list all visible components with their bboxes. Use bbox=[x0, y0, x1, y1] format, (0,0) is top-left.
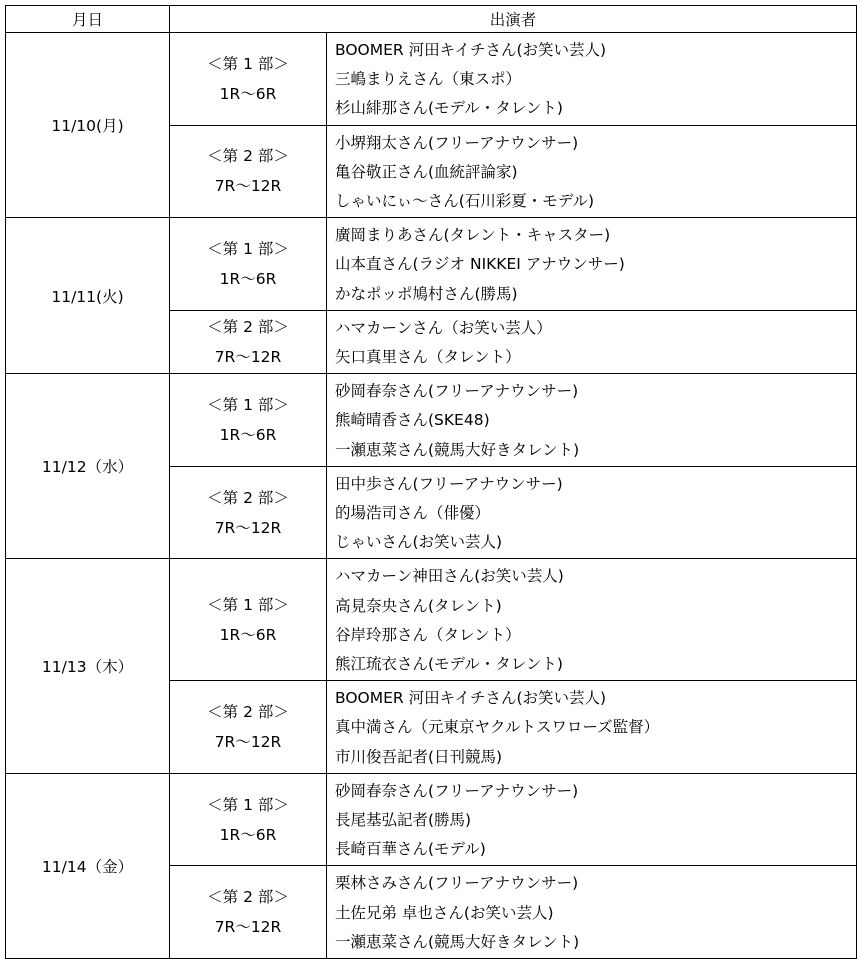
performer-name: 三嶋まりえさん（東スポ） bbox=[335, 70, 522, 89]
performers-cell bbox=[327, 773, 857, 866]
session-races-label: 7R〜12R bbox=[214, 918, 282, 937]
session-races-label: 7R〜12R bbox=[214, 518, 282, 537]
date-column-header: 月日 bbox=[6, 6, 170, 33]
performers-cell bbox=[327, 33, 857, 126]
session-row bbox=[6, 374, 857, 467]
session-part-label: ＜第 1 部＞ bbox=[207, 795, 289, 814]
performer-name: 熊江琉衣さん(モデル・タレント) bbox=[335, 655, 563, 674]
performers-cell bbox=[327, 310, 857, 373]
performer-name: 一瀬恵菜さん(競馬大好きタレント) bbox=[335, 440, 580, 459]
performer-name: 亀谷敬正さん(血統評論家) bbox=[335, 162, 518, 181]
performer-name: 田中歩さん(フリーアナウンサー) bbox=[335, 474, 563, 493]
performer-name: BOOMER 河田キイチさん(お笑い芸人) bbox=[335, 689, 607, 708]
session-races-label: 1R〜6R bbox=[219, 625, 277, 644]
performers-cell bbox=[327, 559, 857, 681]
performer-name: 長崎百華さん(モデル) bbox=[335, 840, 486, 859]
session-row bbox=[6, 773, 857, 866]
session-cell bbox=[170, 559, 327, 681]
performer-name: 山本直さん(ラジオ NIKKEI アナウンサー) bbox=[335, 255, 625, 274]
session-part-label: ＜第 2 部＞ bbox=[207, 888, 289, 907]
session-part-label: ＜第 1 部＞ bbox=[207, 396, 289, 415]
session-part-label: ＜第 1 部＞ bbox=[207, 54, 289, 73]
session-cell bbox=[170, 681, 327, 774]
session-cell bbox=[170, 310, 327, 373]
session-races-label: 1R〜6R bbox=[219, 426, 277, 445]
session-part-label: ＜第 2 部＞ bbox=[207, 488, 289, 507]
session-races-label: 7R〜12R bbox=[214, 348, 282, 367]
session-part-label: ＜第 2 部＞ bbox=[207, 318, 289, 337]
session-cell bbox=[170, 218, 327, 311]
performer-name: ハマカーン神田さん(お笑い芸人) bbox=[335, 567, 564, 586]
performer-name: 一瀬恵菜さん(競馬大好きタレント) bbox=[335, 932, 580, 951]
session-part-label: ＜第 1 部＞ bbox=[207, 240, 289, 259]
date-cell: 11/12（水） bbox=[6, 374, 170, 559]
session-cell bbox=[170, 466, 327, 559]
session-cell bbox=[170, 374, 327, 467]
performer-name: ハマカーンさん（お笑い芸人） bbox=[335, 318, 552, 337]
session-cell bbox=[170, 125, 327, 218]
performer-name: 廣岡まりあさん(タレント・キャスター) bbox=[335, 226, 611, 245]
performer-name: 市川俊吾記者(日刊競馬) bbox=[335, 747, 503, 766]
session-cell bbox=[170, 33, 327, 126]
performer-name: 谷岸玲那さん（タレント） bbox=[335, 625, 521, 644]
performer-name: 矢口真里さん（タレント） bbox=[335, 348, 521, 367]
performer-name: じゃいさん(お笑い芸人) bbox=[335, 533, 503, 552]
date-cell: 11/11(火) bbox=[6, 218, 170, 374]
performer-name: 真中満さん（元東京ヤクルトスワローズ監督） bbox=[335, 718, 660, 737]
session-races-label: 7R〜12R bbox=[214, 733, 282, 752]
date-cell: 11/10(月) bbox=[6, 33, 170, 218]
performer-name: 杉山緋那さん(モデル・タレント) bbox=[335, 99, 563, 118]
performer-name: しゃいにぃ〜さん(石川彩夏・モデル) bbox=[335, 192, 595, 211]
performers-cell bbox=[327, 218, 857, 311]
date-cell: 11/13（木） bbox=[6, 559, 170, 773]
performer-name: 小堺翔太さん(フリーアナウンサー) bbox=[335, 133, 579, 152]
performer-name: 的場浩司さん（俳優） bbox=[335, 504, 491, 523]
performer-name: 高見奈央さん(タレント) bbox=[335, 596, 502, 615]
performer-name: 土佐兄弟 卓也さん(お笑い芸人) bbox=[335, 903, 554, 922]
session-races-label: 1R〜6R bbox=[219, 825, 277, 844]
schedule-table bbox=[5, 5, 857, 959]
performer-name: 砂岡春奈さん(フリーアナウンサー) bbox=[335, 382, 579, 401]
session-races-label: 7R〜12R bbox=[214, 177, 282, 196]
performer-name: BOOMER 河田キイチさん(お笑い芸人) bbox=[335, 41, 607, 59]
session-row bbox=[6, 33, 857, 126]
date-cell: 11/14（金） bbox=[6, 773, 170, 958]
performers-cell bbox=[327, 374, 857, 467]
performers-cell bbox=[327, 866, 857, 959]
header-row bbox=[6, 6, 857, 33]
performer-name: 長尾基弘記者(勝馬) bbox=[335, 811, 472, 830]
performers-cell bbox=[327, 125, 857, 218]
performer-name: 砂岡春奈さん(フリーアナウンサー) bbox=[335, 781, 579, 800]
performers-cell bbox=[327, 466, 857, 559]
performer-name: 熊崎晴香さん(SKE48) bbox=[335, 411, 490, 430]
session-races-label: 1R〜6R bbox=[219, 84, 277, 103]
session-part-label: ＜第 2 部＞ bbox=[207, 147, 289, 166]
session-row bbox=[6, 218, 857, 311]
session-races-label: 1R〜6R bbox=[219, 270, 277, 289]
performer-name: 栗林さみさん(フリーアナウンサー) bbox=[335, 874, 579, 893]
session-part-label: ＜第 2 部＞ bbox=[207, 703, 289, 722]
performer-name: かなポッポ鳩村さん(勝馬) bbox=[335, 284, 518, 303]
performers-cell bbox=[327, 681, 857, 774]
schedule-body bbox=[6, 33, 857, 959]
session-part-label: ＜第 1 部＞ bbox=[207, 595, 289, 614]
session-cell bbox=[170, 866, 327, 959]
session-row bbox=[6, 559, 857, 681]
session-cell bbox=[170, 773, 327, 866]
cast-column-header: 出演者 bbox=[170, 6, 857, 33]
